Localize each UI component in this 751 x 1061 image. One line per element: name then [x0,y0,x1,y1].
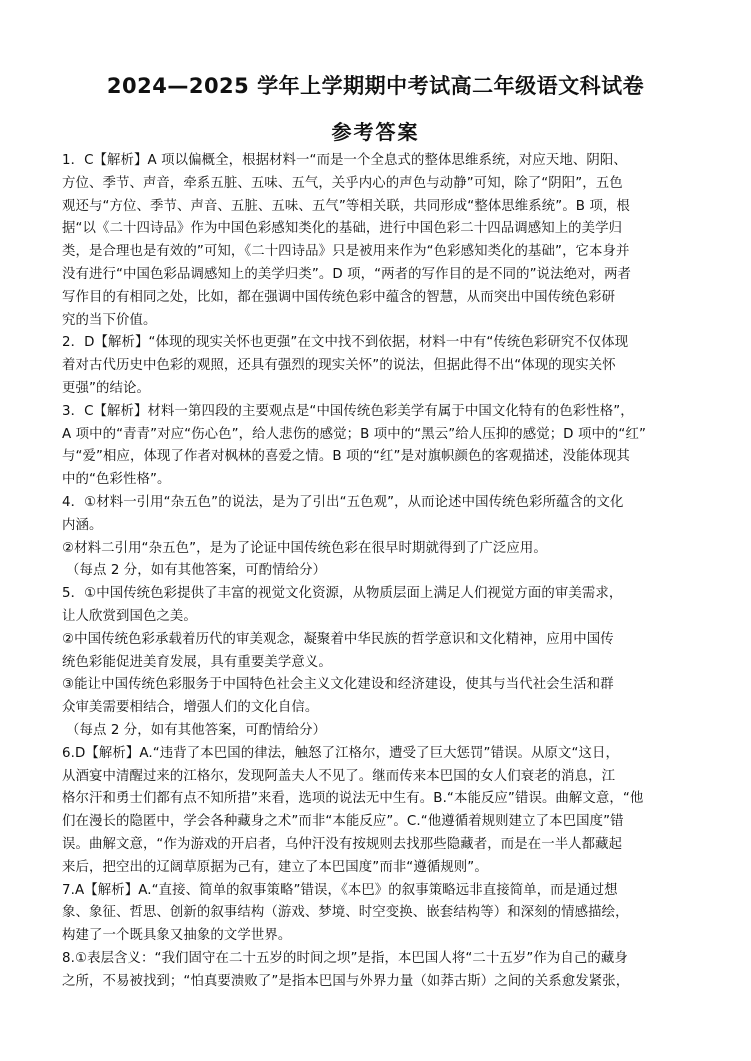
text-line: （每点 2 分，如有其他答案，可酌情给分） [66,722,327,738]
text-line: 误。曲解文意，“作为游戏的开启者，乌仲汗没有按规则去找那些隐藏者，而是在一半人都藏起 [62,836,623,852]
text-line: 格尔汗和勇士们都有点不知所措”来看，选项的说法无中生有。B.“本能反应”错误。曲解文意，“他 [62,791,644,807]
text-line: 着对古代历史中色彩的观照，还具有强烈的现实关怀”的说法，但据此得不出“体现的现实关怀 [62,358,616,374]
document-title: 2024—2025 学年上学期期中考试高二年级语文科试卷 [106,74,645,98]
document-subtitle: 参考答案 [331,120,420,144]
text-line: 据“以《二十四诗品》作为中国色彩感知类化的基础，进行中国色彩二十四品调感知上的美学归 [62,221,623,237]
text-line: 观还与“方位、季节、声音、五脏、五味、五气”等相关联，共同形成“整体思维系统”。B 项，根 [62,198,630,214]
text-line: 中的“色彩性格”。 [62,472,171,488]
text-line: 内涵。 [62,517,103,533]
text-line: 1．C【解析】A 项以偏概全，根据材料一“而是一个全息式的整体思维系统，对应天地、阴阳、 [62,153,627,168]
text-line: 众审美需要相结合，增强人们的文化自信。 [62,700,319,716]
text-line: （每点 2 分，如有其他答案，可酌情给分） [66,563,327,579]
text-line: 7.A【解析】A.“直接、简单的叙事策略”错误，《本巴》的叙事策略远非直接简单，而是通过想 [62,882,618,898]
text-line: 究的当下价值。 [62,312,157,328]
text-line: 更强”的结论。 [62,380,150,396]
text-line: 没有进行“中国色彩品调感知上的美学归类”。D 项，“两者的写作目的是不同的”说法绝对，两者 [62,266,632,282]
text-line: 写作目的有相同之处，比如，都在强调中国传统色彩中蕴含的智慧，从而突出中国传统色彩研 [62,289,616,305]
text-line: 们在漫长的隐匿中，学会各种藏身之术”而非“本能反应”。C.“他遵循着规则建立了本巴国度”错 [62,814,624,830]
text-line: 来后，把空出的辽阔草原据为己有，建立了本巴国度”而非“遵循规则”。 [62,859,488,875]
text-line: 统色彩能促进美育发展，具有重要美学意义。 [62,654,332,670]
text-line: 3．C【解析】材料一第四段的主要观点是“中国传统色彩美学有属于中国文化特有的色彩性格”， [62,403,634,419]
text-line: 2．D【解析】“体现的现实关怀也更强”在文中找不到依据，材料一中有“传统色彩研究不仅体现 [62,335,629,351]
text-line: 5．①中国传统色彩提供了丰富的视觉文化资源，从物质层面上满足人们视觉方面的审美需求， [62,586,623,602]
text-line: 让人欣赏到国色之美。 [62,608,197,624]
text-line: 类，是合理也是有效的”可知，《二十四诗品》只是被用来作为“色彩感知类化的基础”，它本身并 [62,244,630,260]
text-line: 之所，不易被找到；“怕真要溃败了”是指本巴国与外界力量（如莽古斯）之间的关系愈发紧张， [62,973,630,989]
text-line: ②中国传统色彩承载着历代的审美观念，凝聚着中华民族的哲学意识和文化精神，应用中国传 [62,631,614,647]
text-line: 从酒宴中清醒过来的江格尔，发现阿盖夫人不见了。继而传来本巴国的女人们衰老的消息，江 [62,768,616,784]
text-line: 6.D【解析】A.“违背了本巴国的律法，触怒了江格尔，遭受了巨大惩罚”错误。从原文“这日， [62,745,620,761]
text-line: 4．①材料一引用“杂五色”的说法，是为了引出“五色观”，从而论述中国传统色彩所蕴含的文化 [62,494,624,510]
text-line: 方位、季节、声音，牵系五脏、五味、五气，关乎内心的声色与动静”可知，除了“阴阳”，五色 [62,175,623,191]
answer-body [62,150,702,993]
text-line: 8.①表层含义：“我们固守在二十五岁的时间之坝”是指，本巴国人将“二十五岁”作为自己的藏身 [62,950,628,966]
text-line: 象、象征、哲思、创新的叙事结构（游戏、梦境、时空变换、嵌套结构等）和深刻的情感描绘， [62,905,629,921]
text-line: ③能让中国传统色彩服务于中国特色社会主义文化建设和经济建设，使其与当代社会生活和群 [62,677,614,693]
text-line: ②材料二引用“杂五色”，是为了论证中国传统色彩在很早时期就得到了广泛应用。 [62,540,547,556]
text-line: 与“爱”相应，体现了作者对枫林的喜爱之情。B 项的“红”是对旗帜颜色的客观描述，没能体现其 [62,449,630,465]
text-line: 构建了一个既具象又抽象的文学世界。 [62,928,292,944]
text-line: A 项中的“青青”对应“伤心色”，给人悲伤的感觉；B 项中的“黑云”给人压抑的感觉；D 项中的“红” [62,426,646,442]
